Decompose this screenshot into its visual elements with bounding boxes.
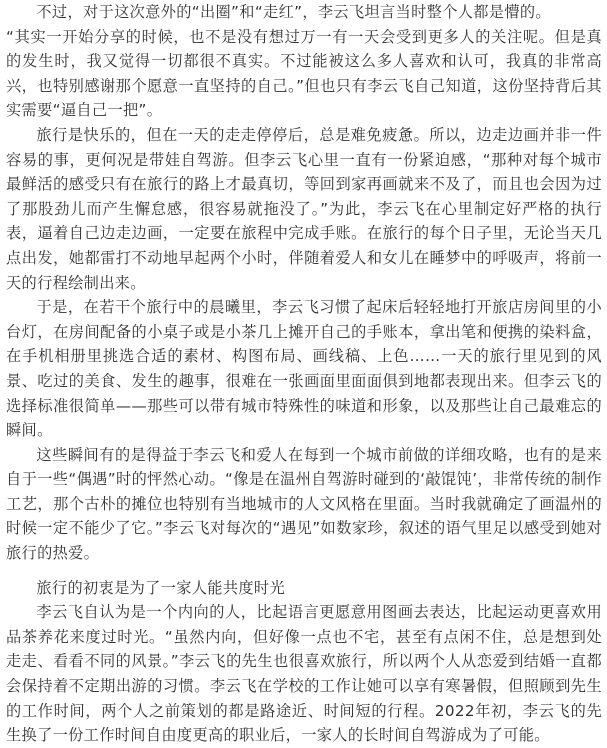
- paragraph-reaction: 不过，对于这次意外的“出圈”和“走红”，李云飞坦言当时整个人都是懵的。: [36, 3, 551, 21]
- paragraph-moments: 这些瞬间有的是得益于李云飞和爱人在每到一个城市前做的详细攻略，也有的是来自于一些“偶遇”时的怦然心动。“像是在温州自驾游时碰到的‘敲馄饨’，非常传统的制作工艺，那个古朴的摊位也特别有当地城市的人文风格在里面。当时我就确定了画温州的时候一定不能少了它。”李云飞对每次的“遇见”如数家珍，叙述的语气里足以感受到她对旅行的热爱。: [6, 445, 602, 563]
- paragraph-introvert: 李云飞自认为是一个内向的人，比起语言更愿意用图画去表达，比起运动更喜欢用品茶养花来度过时光。“虽然内向，但好像一点也不宅，甚至有点闲不住，总是想到处走走、看看不同的风景。”李云飞的先生也很喜欢旅行，所以两个人从恋爱到结婚一直都会保持着不定期出游的习惯。李云飞在学校的工作让她可以享有寒暑假，但照顾到先生的工作时间，两个人之前策划的都是路途近、时间短的行程。2022年初，李云飞的先生换了一份工作时间自由度更高的职业后，一家人的长时间自驾游成为了可能。: [6, 603, 602, 745]
- paragraph-morning-routine: 于是，在若干个旅行中的晨曦里，李云飞习惯了起床后轻轻地打开旅店房间里的小台灯，在房间配备的小桌子或是小茶几上摊开自己的手账本，拿出笔和便携的染料盒，在手机相册里挑选合适的素材、构图布局、画线稿、上色……一天的旅行里见到的风景、吃过的美食、发生的趣事，很难在一张画面里面面俱到地都表现出来。但李云飞的选择标准很简单——那些可以带有城市特殊性的味道和形象，以及那些让自己最难忘的瞬间。: [6, 298, 602, 440]
- section-subheading: 旅行的初衷是为了一家人能共度时光: [36, 578, 285, 597]
- article-body: [6, 0, 602, 748]
- paragraph-quote: “其实一开始分享的时候，也不是没有想过万一有一天会受到更多人的关注呢。但是真的发生时，我又觉得一切都很不真实。不过能被这么多人喜欢和认可，我真的非常高兴，也特别感谢那个愿意一直坚持的自己。”但也只有李云飞自己知道，这份坚持背后其实需要“逼自己一把”。: [6, 27, 602, 120]
- paragraph-travel-fatigue: 旅行是快乐的，但在一天的走走停停后，总是难免疲惫。所以，边走边画并非一件容易的事，更何况是带娃自驾游。但李云飞心里一直有一份紧迫感，“那种对每个城市最鲜活的感受只有在旅行的路上才最真切，等回到家再画就来不及了，而且也会因为过了那股劲儿而产生懈怠感，很容易就拖没了。”为此，李云飞在心里制定好严格的执行表，逼着自己边走边画，一定要在旅程中完成手账。在旅行的每个日子里，无论当天几点出发，她都雷打不动地早起两个小时，伴随着爱人和女儿在睡梦中的呼吸声，将前一天的行程绘制出来。: [6, 125, 602, 292]
